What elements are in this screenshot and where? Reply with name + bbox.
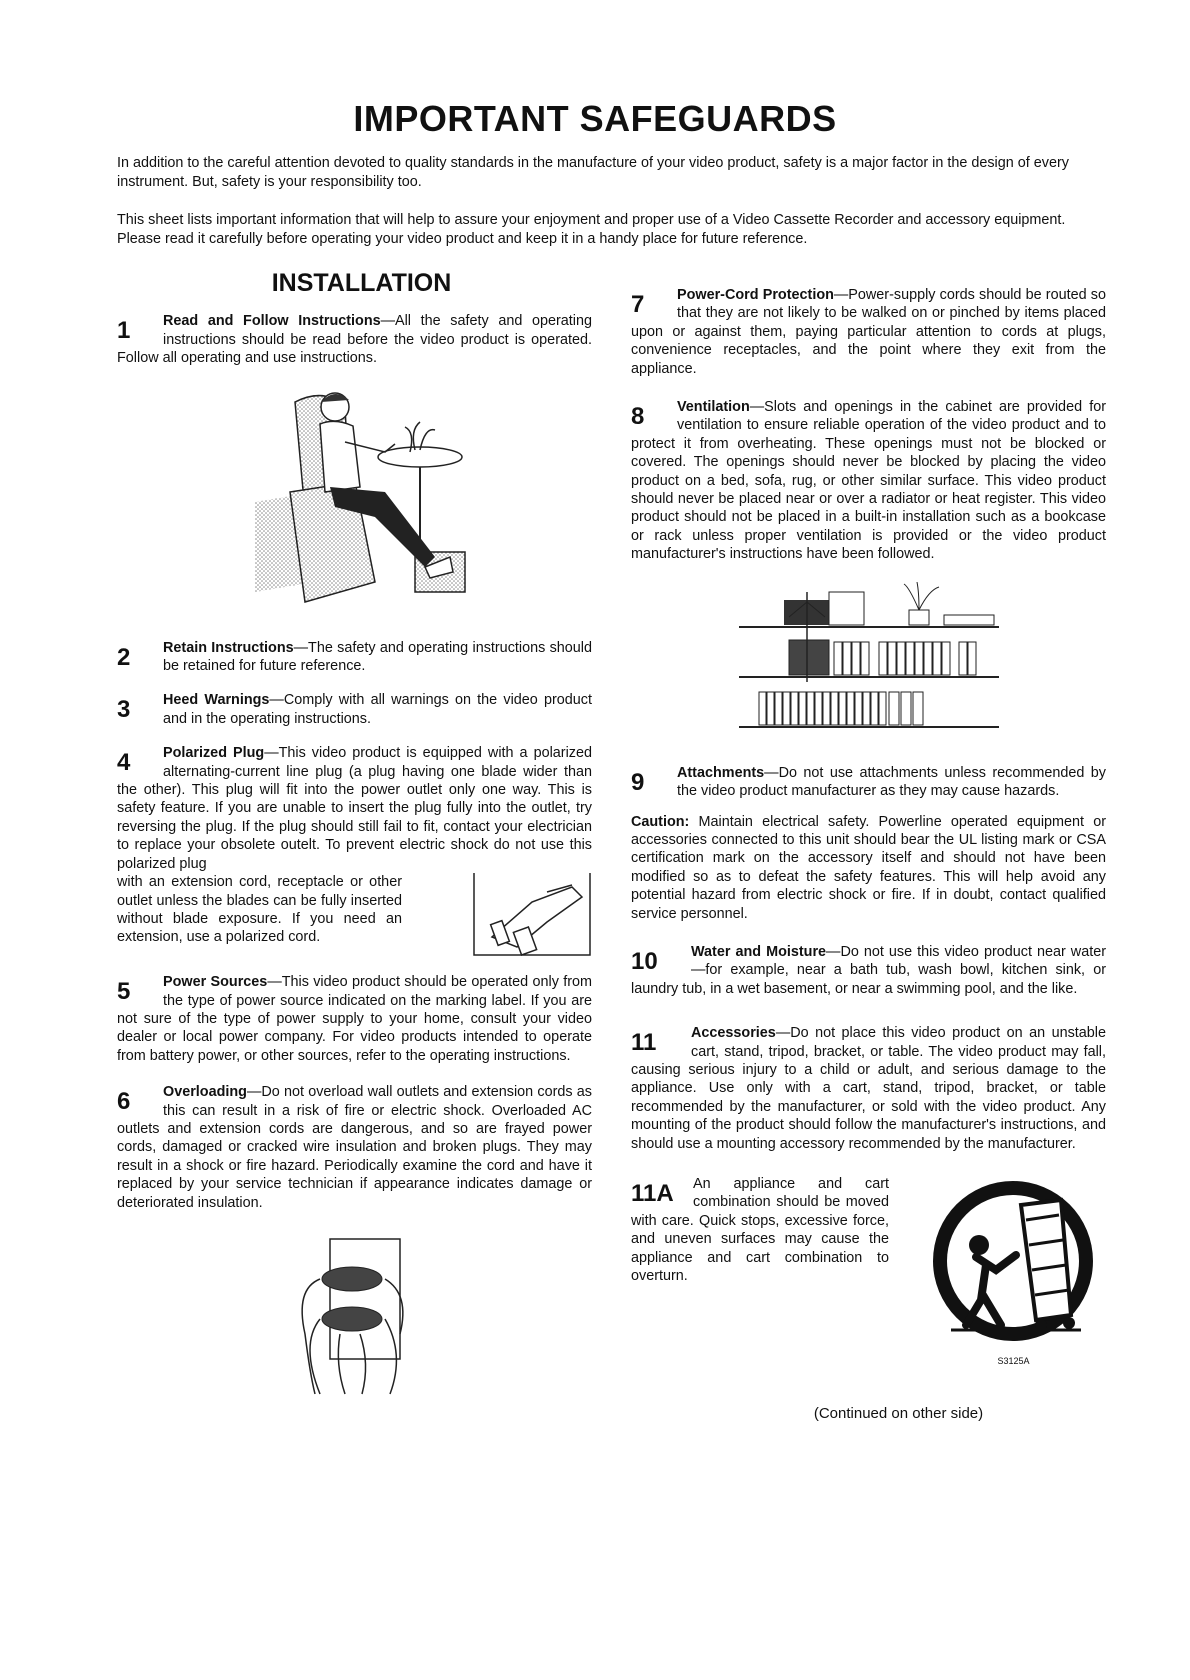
continued-note: (Continued on other side) [813, 1405, 984, 1422]
item-heading: Ventilation [677, 399, 750, 416]
cart-warning-figure [921, 1175, 1106, 1365]
item-2 [117, 639, 592, 676]
item-11a-text-block [631, 1175, 889, 1285]
item-number: 11A [631, 1180, 674, 1207]
item-text: —Comply with all warnings on the video product and in the operating instructions. [163, 692, 592, 727]
item-text: —Do not use this video product near water—for example, near a bath tub, wash bowl, kitchen sink, or laundry tub, in a wet basement, or near a swimming pool, and the like. [631, 943, 1106, 997]
item-text: An appliance and cart combination should be moved with care. Quick stops, excessive force, and uneven surfaces may cause the appliance and cart combination to overturn. [631, 1176, 889, 1285]
item-number: 4 [117, 749, 131, 777]
figure-code: S3125A [997, 1356, 1030, 1365]
item-number: 7 [631, 291, 645, 318]
item-11a [631, 1175, 1106, 1365]
left-column [117, 269, 592, 1399]
item-6 [117, 1083, 592, 1212]
item-number: 5 [117, 978, 131, 1006]
item-1 [117, 312, 592, 367]
item-text: —Power-supply cords should be routed so that they are not likely to be walked on or pinched by items placed upon or against them, paying particular attention to cords at plugs, convenience receptacles, and the point where they exit from the appliance. [631, 287, 1106, 377]
bookcase-ventilation-illustration [729, 582, 1009, 742]
item-text: —This video product is equipped with a polarized alternating-current line plug (a plug having one blade wider than the other). This plug will fit into the power outlet only one way. This is safety feature. If you are unable to insert the plug fully into the outlet, try reversing the plug. If the plug should still fail to fit, contact your electrician to replace your obsolete outelt. To prevent electric shock do not use this polarized plug [117, 745, 592, 872]
item-text: —Slots and openings in the cabinet are provided for ventilation to ensure reliable operation of the video product and to protect it from overheating. These openings must not be blocked or covered. The openings should never be blocked by placing the video product on a bed, sofa, rug, or other similar surface. This video product should never be placed near or over a radiator or heat register. This video product should not be placed in a built-in installation such as a bookcase or rack unless proper ventilation is provided or the video product manufacturer's instructions have been followed. [631, 399, 1106, 563]
intro-paragraph-2: This sheet lists important information that will help to assure your enjoyment and proper use of a Video Cassette Recorder and accessory equipment. Please read it carefully before operating your video product and keep it in a handy place for future reference. [117, 212, 1066, 247]
section-heading-installation: INSTALLATION [271, 269, 452, 297]
item-heading: Read and Follow Instructions [163, 313, 381, 330]
caution-paragraph [631, 813, 1106, 923]
item-heading: Power-Cord Protection [677, 287, 834, 303]
item-heading: Power Sources [163, 974, 268, 991]
item-text: —Do not overload wall outlets and extension cords as this can result in a risk of fire or electric shock. Overloaded AC outlets and extension cords are dangerous, and so are frayed power cords, damaged or cracked wire insulation and broken plugs. They may result in a shock or fire hazard. Periodically examine the cord and have it replaced by your service technician if appearance indicates damage or deteriorated insulation. [117, 1084, 592, 1211]
item-10 [631, 943, 1106, 998]
item-heading: Accessories [691, 1025, 776, 1042]
item-heading: Water and Moisture [691, 943, 827, 960]
item-text: —Do not place this video product on an unstable cart, stand, tripod, bracket, or table. The video product may fall, causing serious injury to a child or adult, and serious damage to the appliance. Use only with a cart, stand, tripod, bracket, or table recommended by the manufacturer, or sold with the video product. Any mounting of the product should follow the manufacturer's instructions, and should use a mounting accessory recommended by the manufacturer. [631, 1025, 1106, 1152]
item-4 [117, 744, 592, 957]
item-number: 8 [631, 403, 645, 431]
caution-label: Caution: [631, 813, 690, 830]
polarized-plug-illustration [472, 873, 592, 957]
item-text: —This video product should be operated only from the type of power source indicated on the marking label. If you are not sure of the type of power supply to your home, consult your video dealer or local power company. For video products intended to operate from battery power, or other sources, refer to the operating instructions. [117, 974, 592, 1064]
page-title: IMPORTANT SAFEGUARDS [353, 98, 837, 139]
item-8 [631, 398, 1106, 564]
item-heading: Heed Warnings [163, 692, 270, 709]
item-heading: Attachments [677, 764, 765, 781]
item-3 [117, 691, 592, 728]
item-heading: Polarized Plug [163, 745, 265, 762]
item-7 [631, 286, 1106, 378]
man-in-armchair-illustration [235, 382, 475, 617]
caution-text: Maintain electrical safety. Powerline operated equipment or accessories connected to this unit should bear the UL listing mark or CSA certification mark on the accessory itself and should not have been modified so as to defeat the safety features. This will help avoid any potential hazard from electric shock or fire. If in doubt, contact qualified service personnel. [631, 813, 1106, 922]
intro-paragraph-1: In addition to the careful attention devoted to quality standards in the manufacture of your video product, safety is a major factor in the design of every instrument. But, safety is your responsibility too. [117, 155, 1069, 190]
item-heading: Retain Instructions [163, 639, 294, 656]
right-column [631, 286, 1106, 1423]
item-9 [631, 764, 1106, 801]
item-number: 3 [117, 696, 131, 724]
item-number: 6 [117, 1088, 131, 1116]
item-number: 1 [117, 317, 131, 345]
item-text: —The safety and operating instructions should be retained for future reference. [163, 639, 592, 675]
item-heading: Overloading [163, 1084, 247, 1101]
item-text: —Do not use attachments unless recommended by the video product manufacturer as they may cause hazards. [677, 764, 1106, 800]
item-number: 10 [631, 947, 658, 975]
item-text-continued: with an extension cord, receptacle or other outlet unless the blades can be fully inserted without blade exposure. If you need an extension, use a polarized cord. [117, 874, 402, 946]
item-number: 9 [631, 768, 645, 796]
plug-wrap [117, 873, 592, 957]
item-number: 2 [117, 643, 131, 671]
item-number: 11 [631, 1029, 657, 1057]
overloaded-outlet-illustration [290, 1234, 420, 1399]
tip-over-cart-warning-icon [921, 1175, 1106, 1347]
item-text: —All the safety and operating instructions should be read before the video product is operated. Follow all operating and use instructions. [117, 313, 592, 367]
item-11 [631, 1024, 1106, 1153]
item-5 [117, 973, 592, 1065]
